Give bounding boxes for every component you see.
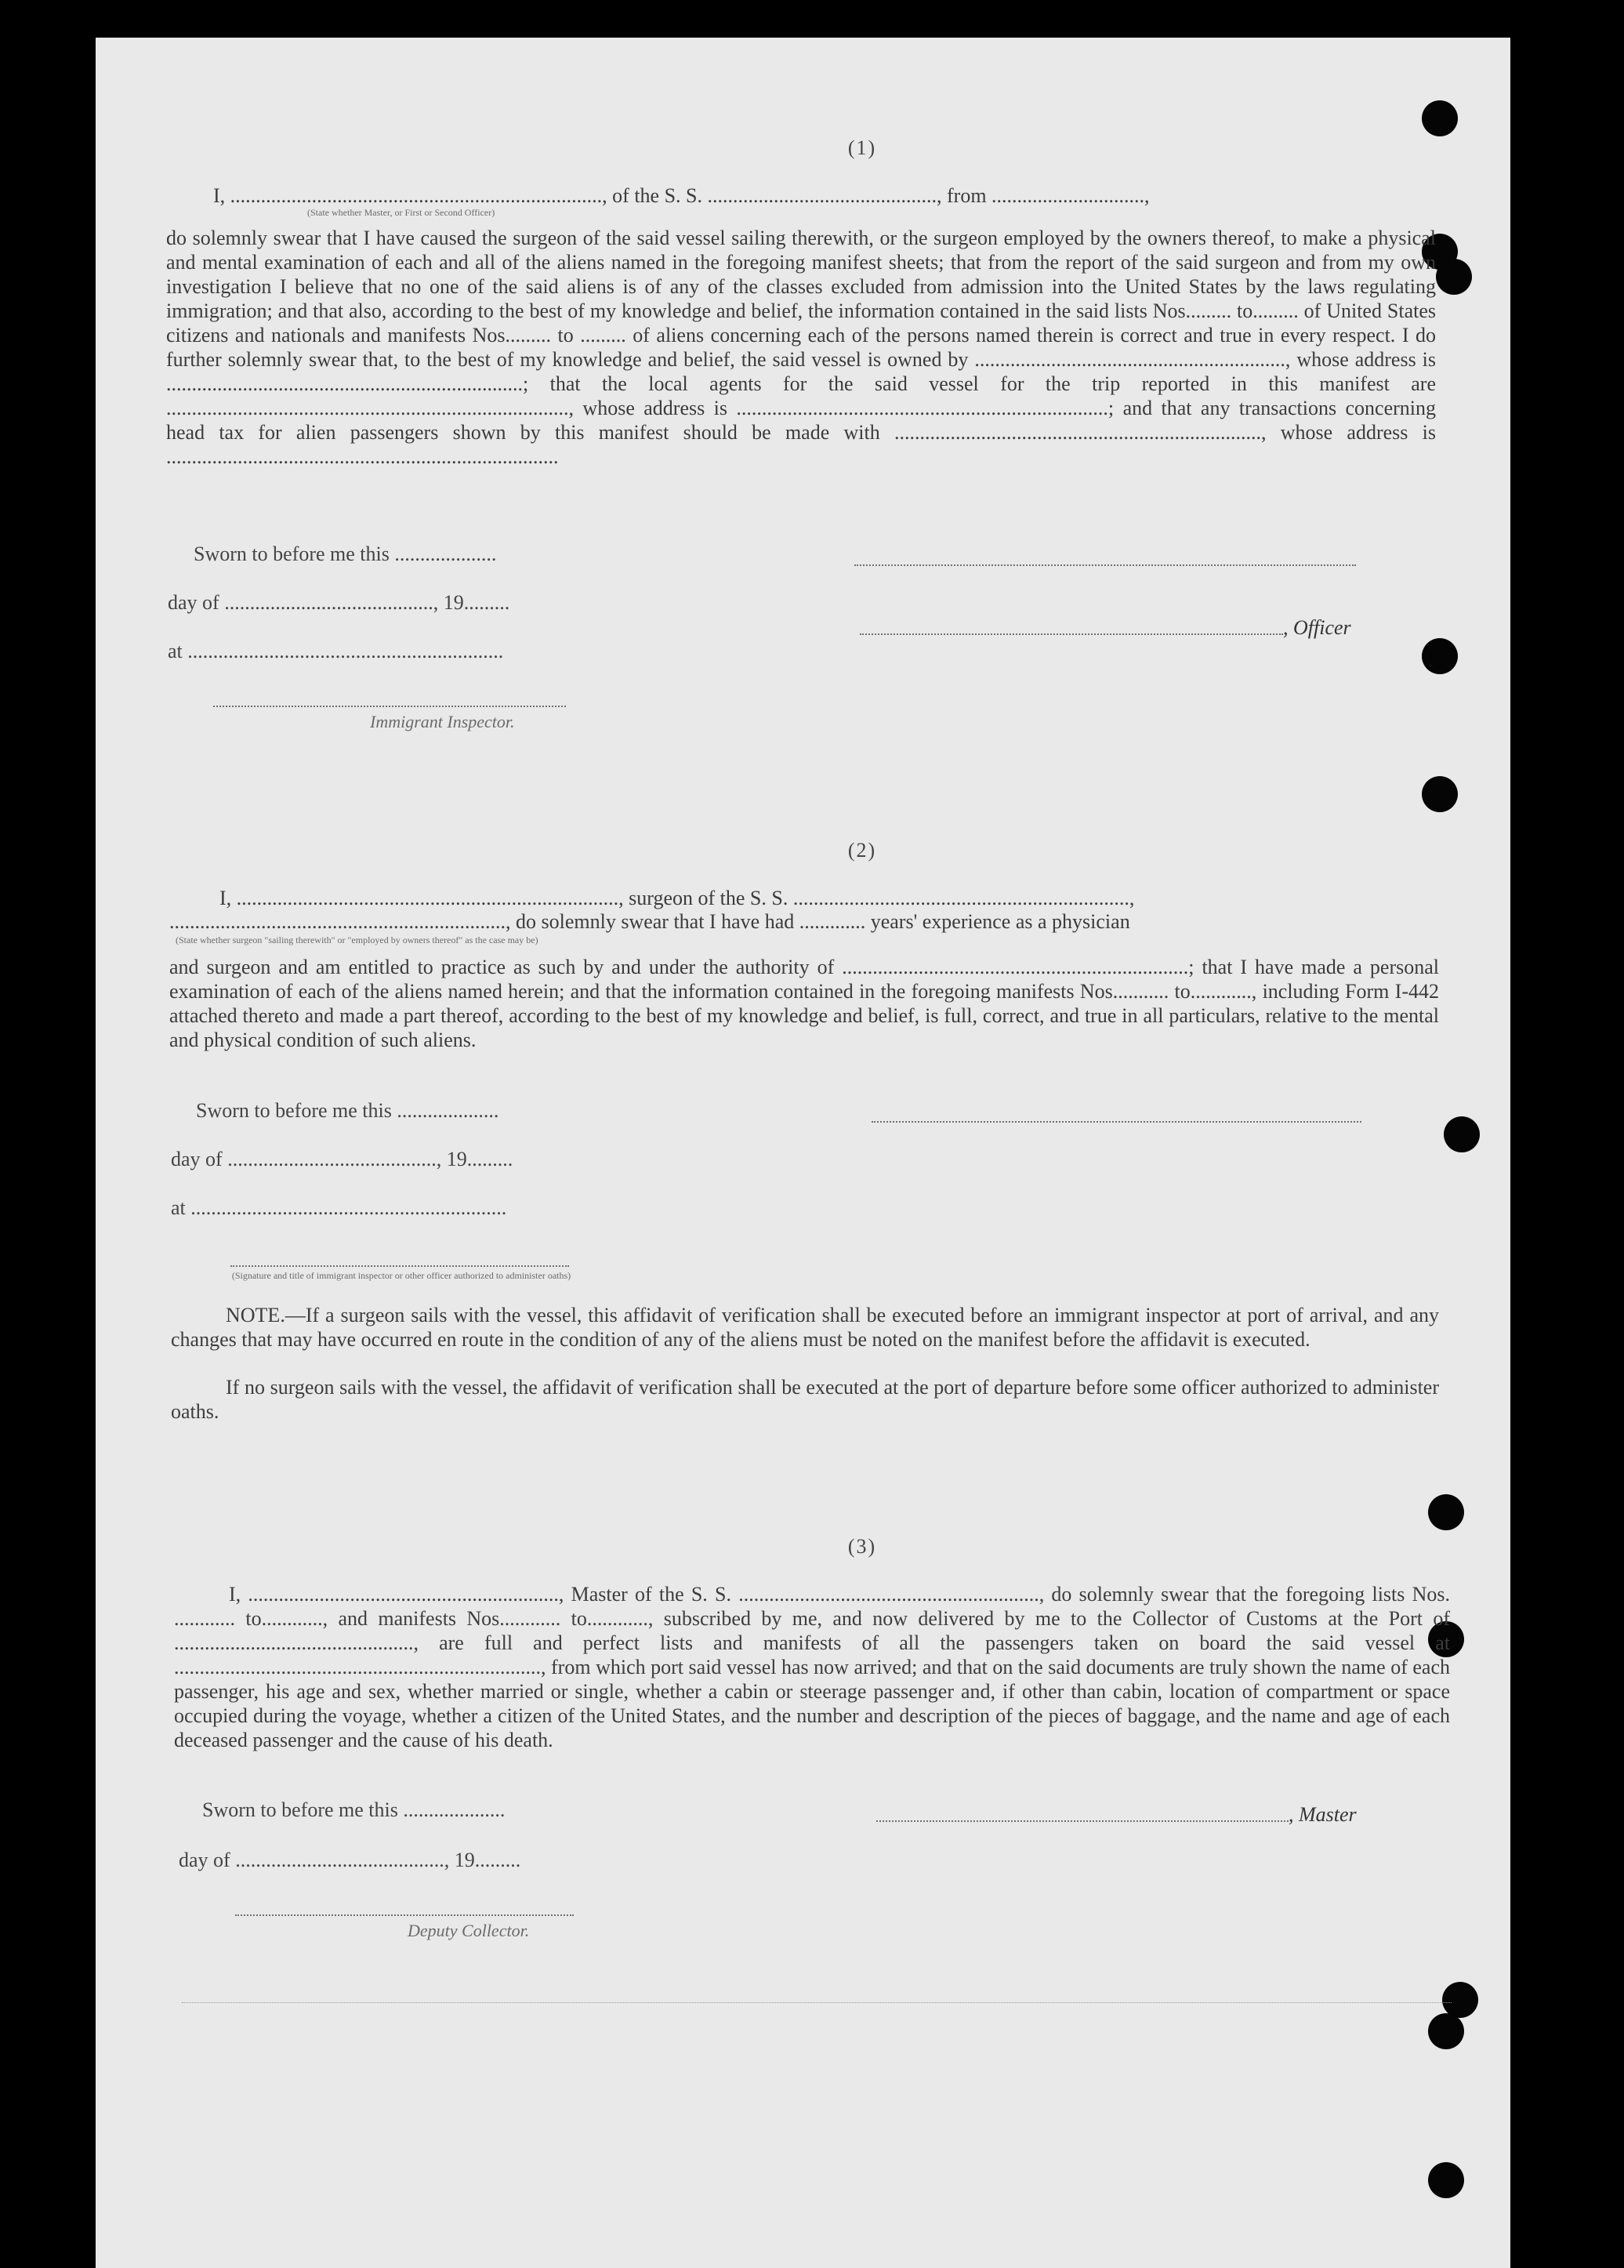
section-2-sworn: Sworn to before me this .................... (196, 1099, 499, 1122)
punch-hole (1422, 638, 1458, 674)
section-3-body: I, ............................................................., Master of the S. S. ..........................................................., do solemnly swear that the foregoing lists Nos. ............ to............, and manifests Nos............ to............, subscribed by me, and now delivered by me to the Collector of Customs at the Port of ..............................................., are full and perfect lists and manifests of all the passengers taken on board the said vessel at ........................................................................, from which port said vessel has now arrived; and that on the said documents are truly shown the name of each passenger, his age and sex, whether married or single, whether a cabin or steerage passenger and, if other than cabin, location of compartment or space occupied during the voyage, whether a citizen of the United States, and the number and description of the pieces of baggage, and the name and age of each deceased passenger and the cause of his death. (174, 1583, 1450, 1751)
section-1-at: at .............................................................. (168, 640, 504, 662)
master-label: , Master (1289, 1803, 1357, 1826)
officer-label: , Officer (1283, 616, 1351, 639)
section-1-number: (1) (847, 136, 877, 159)
deputy-collector-label: Deputy Collector. (408, 1921, 530, 1940)
section-1-oath-note: (State whether Master, or First or Second Officer) (307, 207, 495, 218)
section-1-day-of: day of ........................................., 19......... (168, 591, 510, 614)
surgeon-signature-line (872, 1121, 1361, 1123)
section-2-number: (2) (847, 839, 877, 862)
inspector-signature-line (213, 706, 566, 707)
verification-note-1: NOTE.—If a surgeon sails with the vessel, this affidavit of verification shall be executed before an immigrant inspector at port of arrival, and any changes that may have occurred en route in the condition of any of the aliens must be noted on the manifest before the affidavit is executed. (171, 1304, 1439, 1351)
section-2-oath-line-2: .................................................................., do solemnly swear that I have had ............. years' experience as a physician (169, 910, 1130, 933)
punch-hole (1428, 1494, 1464, 1530)
punch-hole (1444, 1116, 1480, 1152)
section-2-at: at .............................................................. (171, 1196, 507, 1219)
section-2-day-of: day of ........................................., 19......... (171, 1148, 513, 1170)
punch-hole (1428, 2013, 1464, 2049)
section-2-signature-note: (Signature and title of immigrant inspector or other officer authorized to administer oaths) (231, 1270, 571, 1281)
manifest-page (96, 38, 1510, 2268)
verification-note-2: If no surgeon sails with the vessel, the affidavit of verification shall be executed at the port of departure before some officer authorized to administer oaths. (171, 1376, 1439, 1423)
section-3-day-of: day of ........................................., 19......... (179, 1849, 521, 1871)
section-2-body: and surgeon and am entitled to practice as such by and under the authority of ....................................................................; that I have made a personal examination of each of the aliens named herein; and that the information contained in the foregoing manifests Nos........... to............, including Form I-442 attached thereto and made a part thereof, according to the best of my knowledge and belief, is full, correct, and true in all particulars, relative to the mental and physical condition of such aliens. (169, 956, 1439, 1051)
page-bottom-rule (182, 2002, 1452, 2003)
section-3-number: (3) (847, 1535, 877, 1558)
officer-line (860, 633, 1283, 635)
section-2-oath-note: (State whether surgeon "sailing therewith" or "employed by owners thereof" as the case may be) (176, 934, 538, 945)
punch-hole (1422, 776, 1458, 812)
section-3-sworn: Sworn to before me this .................... (202, 1798, 506, 1821)
section-1-sworn: Sworn to before me this .................... (194, 543, 497, 565)
section-2-witness-line (230, 1265, 569, 1267)
punch-hole (1428, 2162, 1464, 2198)
master-signature-line (876, 1820, 1289, 1822)
punch-hole (1436, 259, 1472, 295)
section-1-oath-line: I, ........................................................................., of the S. S. ............................................., from .............................., (213, 184, 1150, 207)
section-1-body: do solemnly swear that I have caused the surgeon of the said vessel sailing therewith, or the surgeon employed by the owners thereof, to make a physical and mental examination of each and all of the aliens named in the foregoing manifest sheets; that from the report of the said surgeon and from my own investigation I believe that no one of the said aliens is of any of the classes excluded from admission into the United States by the laws regulating immigration; and that also, according to the best of my knowledge and belief, the information contained in the said lists Nos......... to......... of United States citizens and nationals and manifests Nos......... to ......... of aliens concerning each of the persons named therein is correct and true in every respect. I do further solemnly swear that, to the best of my knowledge and belief, the said vessel is owned by ............................................................., whose address is ......................................................................; that the local agents for the said vessel for the trip reported in this manifest are ..............................................................................., whose address is .........................................................................; and that any transactions concerning head tax for alien passengers shown by this manifest should be made with ........................................................................, whose address is ............................................................................. (166, 227, 1436, 468)
immigrant-inspector-label: Immigrant Inspector. (370, 712, 515, 731)
section-2-oath-line-1: I, ..........................................................................., surgeon of the S. S. .................................................................., (219, 887, 1135, 909)
officer-signature-line (854, 564, 1356, 566)
collector-signature-line (235, 1914, 574, 1916)
punch-hole (1422, 100, 1458, 136)
